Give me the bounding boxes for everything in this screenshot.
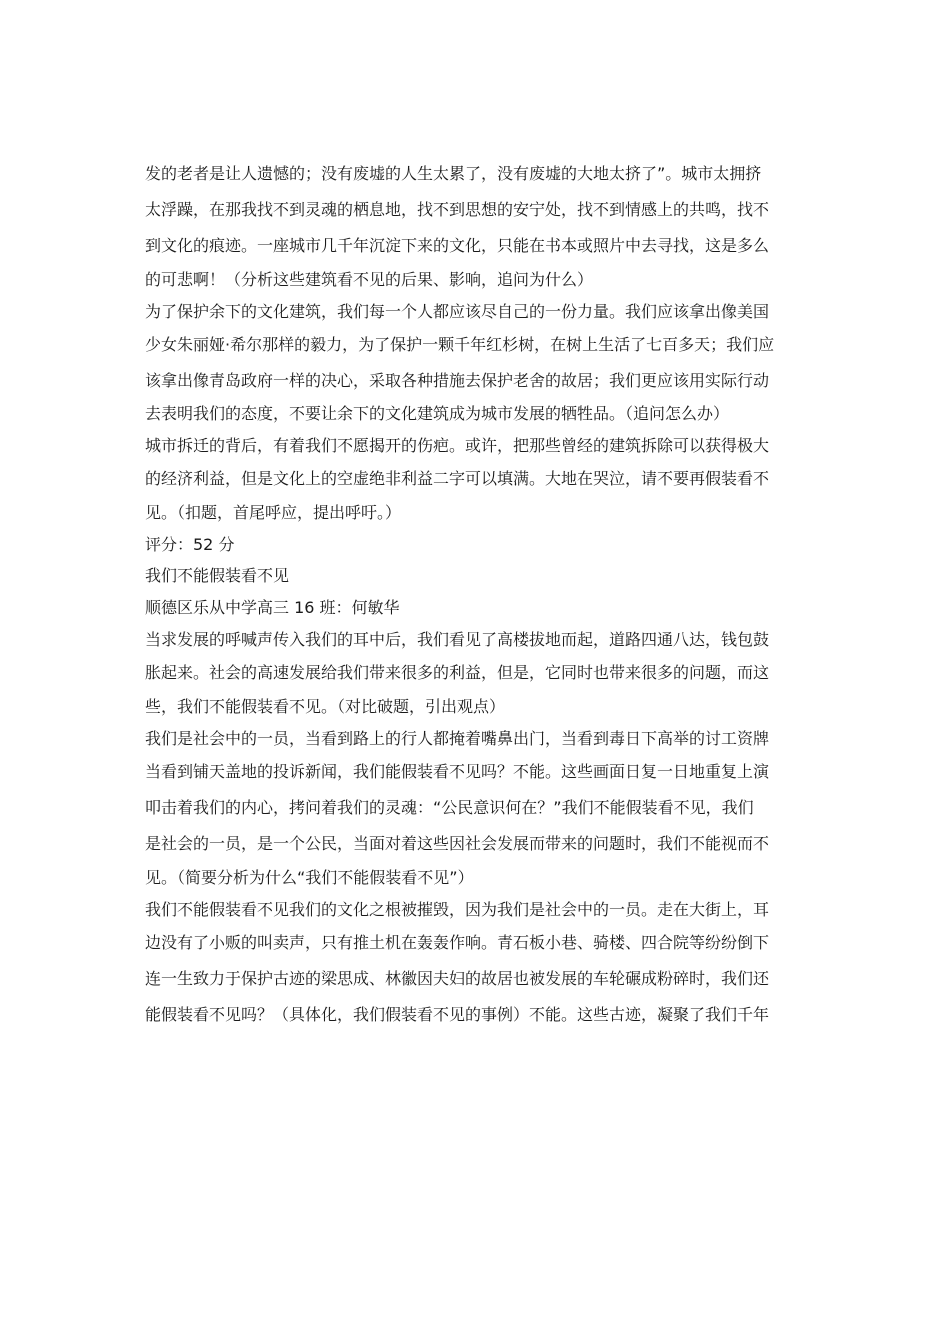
paragraph-opening — [145, 625, 815, 722]
essay-title — [145, 560, 815, 592]
text-line: 我们不能假装看不见我们的文化之根被摧毁，因为我们是社会中的一员。走在大街上，耳 — [145, 900, 770, 919]
text-line: 到文化的痕迹。一座城市几千年沉淀下来的文化，只能在书本或照片中去寻找，这是多么 — [145, 236, 770, 255]
text-line: 少女朱丽娅·希尔那样的毅力，为了保护一颗千年红杉树，在树上生活了七百多天；我们应 — [145, 335, 775, 354]
text-line: 边没有了小贩的叫卖声，只有推土机在轰轰作响。青石板小巷、骑楼、四合院等纷纷倒下 — [145, 933, 770, 952]
text-line: 当求发展的呼喊声传入我们的耳中后，我们看见了高楼拔地而起，道路四通八达，钱包鼓 — [145, 630, 770, 649]
text-line: 我们是社会中的一员，当看到路上的行人都掩着嘴鼻出门，当看到毒日下高举的讨工资牌 — [145, 729, 770, 748]
paragraph-consequence-analysis — [145, 156, 815, 295]
author-line — [145, 592, 815, 623]
author-text: 顺德区乐从中学高三 16 班：何敏华 — [145, 598, 400, 617]
text-line: 为了保护余下的文化建筑，我们每一个人都应该尽自己的一份力量。我们应该拿出像美国 — [145, 302, 770, 321]
text-line: 的经济利益，但是文化上的空虚绝非利益二字可以填满。大地在哭泣，请不要再假装看不 — [145, 469, 770, 488]
paragraph-culture-roots — [145, 895, 815, 1033]
essay-title-text: 我们不能假装看不见 — [145, 566, 290, 585]
text-line: 见。（简要分析为什么“我们不能假装看不见”） — [145, 868, 474, 887]
text-line: 是社会的一员，是一个公民，当面对着这些因社会发展而带来的问题时，我们不能视而不 — [145, 834, 770, 853]
text-line: 的可悲啊！（分析这些建筑看不见的后果、影响，追问为什么） — [145, 270, 594, 289]
paragraph-what-to-do — [145, 297, 815, 429]
text-line: 见。（扣题，首尾呼应，提出呼吁。） — [145, 503, 402, 522]
text-line: 当看到铺天盖地的投诉新闻，我们能假装看不见吗？不能。这些画面日复一日地重复上演 — [145, 762, 770, 781]
text-line: 些，我们不能假装看不见。（对比破题，引出观点） — [145, 697, 506, 716]
essay-body — [145, 156, 815, 1033]
text-line: 叩击着我们的内心，拷问着我们的灵魂：“公民意识何在？”我们不能假装看不见，我们 — [145, 798, 754, 817]
text-line: 太浮躁，在那我找不到灵魂的栖息地，找不到思想的安宁处，找不到情感上的共鸣，找不 — [145, 200, 770, 219]
text-line: 城市拆迁的背后，有着我们不愿揭开的伤疤。或许，把那些曾经的建筑拆除可以获得极大 — [145, 436, 770, 455]
paragraph-why — [145, 724, 815, 893]
paragraph-conclusion — [145, 431, 815, 528]
score-text: 评分：52 分 — [145, 535, 235, 554]
text-line: 能假装看不见吗？（具体化，我们假装看不见的事例）不能。这些古迹，凝聚了我们千年 — [145, 1005, 770, 1024]
text-line: 该拿出像青岛政府一样的决心，采取各种措施去保护老舍的故居；我们更应该用实际行动 — [145, 371, 770, 390]
text-line: 连一生致力于保护古迹的梁思成、林徽因夫妇的故居也被发展的车轮碾成粉碎时，我们还 — [145, 969, 770, 988]
text-line: 胀起来。社会的高速发展给我们带来很多的利益，但是，它同时也带来很多的问题，而这 — [145, 663, 770, 682]
text-line: 发的老者是让人遗憾的；没有废墟的人生太累了，没有废墟的大地太挤了”。城市太拥挤 — [145, 164, 762, 183]
text-line: 去表明我们的态度，不要让余下的文化建筑成为城市发展的牺牲品。（追问怎么办） — [145, 404, 730, 423]
score-line — [145, 530, 815, 560]
